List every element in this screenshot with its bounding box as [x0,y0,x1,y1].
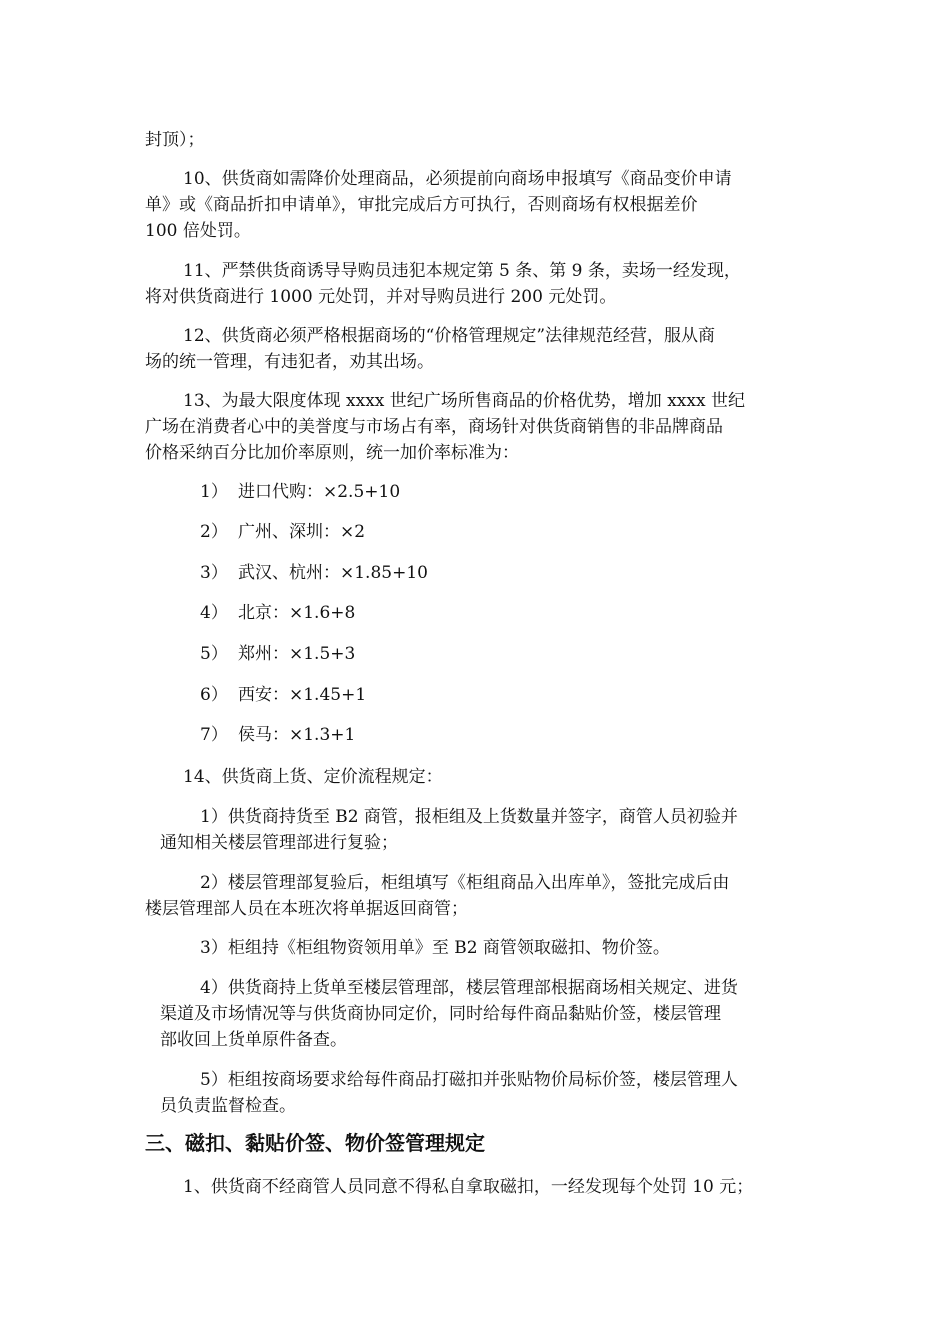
price-item-text: 北京：×1.6+8 [238,603,356,623]
price-item-number: 3） [200,563,228,583]
step-3 [145,935,810,961]
text-line: 100 倍处罚。 [145,221,251,241]
paragraph-13 [145,388,810,466]
price-item-text: 进口代购：×2.5+10 [238,482,401,502]
step-1 [145,804,810,856]
price-item [200,600,355,626]
paragraph-continuation [145,127,810,153]
price-item-number: 1） [200,482,228,502]
text-line: 封顶）； [145,130,205,150]
price-item [200,479,400,505]
price-item-number: 4） [200,603,228,623]
price-item-number: 2） [200,522,228,542]
text-line: 楼层管理部人员在本班次将单据返回商管； [145,899,468,919]
price-item [200,641,355,667]
text-line: 3）柜组持《柜组物资领用单》至 B2 商管领取磁扣、物价签。 [200,938,670,958]
text-line: 场的统一管理，有违犯者，劝其出场。 [145,352,434,372]
section-heading: 三、磁扣、黏贴价签、物价签管理规定 [145,1131,485,1155]
text-line: 将对供货商进行 1000 元处罚，并对导购员进行 200 元处罚。 [145,287,617,307]
price-item [200,560,428,586]
price-item-text: 西安：×1.45+1 [238,685,367,705]
section3-paragraph-1 [145,1174,810,1200]
price-item-text: 郑州：×1.5+3 [238,644,356,664]
price-item-number: 7） [200,725,228,745]
price-item-text: 武汉、杭州：×1.85+10 [238,563,428,583]
text-line: 员负责监督检查。 [160,1096,296,1116]
price-item-number: 6） [200,685,228,705]
text-line: 通知相关楼层管理部进行复验； [160,833,398,853]
paragraph-12 [145,323,810,375]
text-line: 单》或《商品折扣申请单》，审批完成后方可执行，否则商场有权根据差价 [145,195,698,215]
text-line: 11、严禁供货商诱导导购员违犯本规定第 5 条、第 9 条，卖场一经发现， [183,261,741,281]
price-item-number: 5） [200,644,228,664]
text-line: 部收回上货单原件备查。 [160,1030,347,1050]
text-line: 13、为最大限度体现 xxxx 世纪广场所售商品的价格优势，增加 xxxx 世纪 [183,391,745,411]
price-item [200,519,365,545]
step-4 [145,975,810,1053]
text-line: 5）柜组按商场要求给每件商品打磁扣并张贴物价局标价签，楼层管理人 [200,1070,738,1090]
text-line: 1、供货商不经商管人员同意不得私自拿取磁扣，一经发现每个处罚 10 元； [183,1177,754,1197]
paragraph-10 [145,166,810,244]
price-item-text: 广州、深圳：×2 [238,522,366,542]
text-line: 2）楼层管理部复验后，柜组填写《柜组商品入出库单》，签批完成后由 [200,873,730,893]
text-line: 14、供货商上货、定价流程规定： [183,767,443,787]
paragraph-11 [145,258,810,310]
text-line: 渠道及市场情况等与供货商协同定价，同时给每件商品黏贴价签，楼层管理 [160,1004,721,1024]
price-item-text: 侯马：×1.3+1 [238,725,356,745]
text-line: 1）供货商持货至 B2 商管，报柜组及上货数量并签字，商管人员初验并 [200,807,738,827]
text-line: 12、供货商必须严格根据商场的“价格管理规定”法律规范经营，服从商 [183,326,716,346]
text-line: 4）供货商持上货单至楼层管理部，楼层管理部根据商场相关规定、进货 [200,978,738,998]
text-line: 价格采纳百分比加价率原则，统一加价率标准为： [145,443,519,463]
text-line: 10、供货商如需降价处理商品，必须提前向商场申报填写《商品变价申请 [183,169,732,189]
price-item [200,722,355,748]
step-2 [145,870,810,922]
paragraph-14 [145,764,810,790]
price-item [200,682,366,708]
step-5 [145,1067,810,1119]
text-line: 广场在消费者心中的美誉度与市场占有率，商场针对供货商销售的非品牌商品 [145,417,723,437]
